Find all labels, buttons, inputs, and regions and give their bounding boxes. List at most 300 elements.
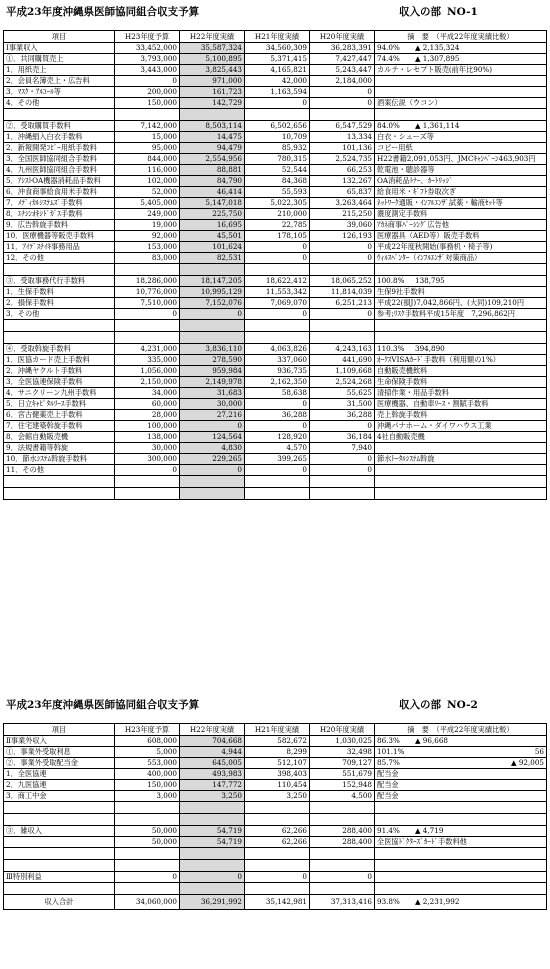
amount-cell: 30,000 [180, 399, 245, 410]
difference-value: ▲ 2,231,992 [415, 897, 460, 906]
amount-cell: 608,000 [115, 736, 180, 747]
remarks-cell: 4社自動販売機 [375, 432, 547, 443]
table-row [4, 231, 547, 242]
column-header: 摘 要 （平成22年度実績比較） [375, 724, 547, 736]
comparison [377, 276, 544, 286]
amount-cell: 33,452,000 [115, 43, 180, 54]
remarks-cell [375, 264, 547, 276]
amount-cell: 60,000 [115, 399, 180, 410]
amount-cell: 142,729 [180, 98, 245, 109]
remarks-cell: H22書籍2,091,053円、JMCｷｬﾝﾍﾟｰﾝ463,903円 [375, 154, 547, 165]
amount-cell [115, 109, 180, 121]
section-header [0, 0, 550, 30]
amount-cell [310, 848, 375, 860]
row-label: 1．医協カード売上手数料 [4, 355, 115, 366]
document-title: 平成23年度沖縄県医師協同組合収支予算 [6, 6, 200, 18]
amount-cell: 229,265 [180, 454, 245, 465]
amount-cell [115, 860, 180, 872]
table-row [4, 421, 547, 432]
difference-value: 394,890 [415, 344, 445, 353]
table-row [4, 165, 547, 176]
page-number: NO-2 [447, 699, 478, 711]
column-header: H21年度実績 [245, 724, 310, 736]
remarks-cell [375, 883, 547, 895]
remarks-cell: 生命保険手数料 [375, 377, 547, 388]
row-label: 1．沖縄絹入白衣手数料 [4, 132, 115, 143]
amount-cell [245, 476, 310, 488]
row-label: 8．会館自動販売機 [4, 432, 115, 443]
table-row [4, 791, 547, 802]
row-label: 7．住宅建築斡旋手数料 [4, 421, 115, 432]
amount-cell: 36,283,391 [310, 43, 375, 54]
amount-cell: 0 [310, 253, 375, 264]
amount-cell: 7,069,070 [245, 298, 310, 309]
income-section-2 [0, 693, 550, 906]
row-label [4, 883, 115, 895]
row-label: 2．九医協連 [4, 780, 115, 791]
amount-cell: 0 [245, 242, 310, 253]
amount-cell [180, 860, 245, 872]
amount-cell: 215,250 [310, 209, 375, 220]
amount-cell: 28,000 [115, 410, 180, 421]
amount-cell: 0 [310, 454, 375, 465]
row-label: 1．用紙売上 [4, 65, 115, 76]
amount-cell: 1,056,000 [115, 366, 180, 377]
table-row [4, 758, 547, 769]
amount-cell: 6,251,213 [310, 298, 375, 309]
table-row [4, 309, 547, 320]
row-label: ①．事業外受取利息 [4, 747, 115, 758]
remarks-cell [375, 826, 547, 837]
table-row [4, 121, 547, 132]
amount-cell [245, 802, 310, 814]
table-row [4, 465, 547, 476]
row-label: 2．沖縄ヤクルト手数料 [4, 366, 115, 377]
row-label: Ⅲ特別利益 [4, 872, 115, 883]
amount-cell: 4,830 [180, 443, 245, 454]
row-label: 3．商工中金 [4, 791, 115, 802]
amount-cell [115, 264, 180, 276]
amount-cell: 0 [180, 465, 245, 476]
table-row [4, 98, 547, 109]
table-row [4, 154, 547, 165]
section-subtitle: 収入の部 [399, 699, 441, 711]
document-title: 平成23年度沖縄県医師協同組合収支予算 [6, 699, 200, 711]
amount-cell: 553,000 [115, 758, 180, 769]
amount-cell [180, 320, 245, 332]
amount-cell: 18,147,205 [180, 276, 245, 287]
amount-cell: 128,920 [245, 432, 310, 443]
remarks-cell: ﾈｯﾄﾜｰｸ通販・ｲﾝﾌﾙｴﾝｻﾞ試薬・輸液ｾｯﾄ等 [375, 198, 547, 209]
amount-cell: 7,142,000 [115, 121, 180, 132]
amount-cell: 85,932 [245, 143, 310, 154]
amount-cell: 58,638 [245, 388, 310, 399]
amount-cell: 132,267 [310, 176, 375, 187]
amount-cell: 0 [180, 309, 245, 320]
table-row [4, 198, 547, 209]
amount-cell [310, 488, 375, 500]
row-label [4, 488, 115, 500]
row-label: Ⅱ事業外収入 [4, 736, 115, 747]
amount-cell: 92,000 [115, 231, 180, 242]
amount-cell: 66,253 [310, 165, 375, 176]
amount-cell: 3,000 [115, 791, 180, 802]
ratio-value: 84.0% [377, 121, 400, 130]
column-header: 摘 要 （平成22年度実績比較） [375, 31, 547, 43]
amount-cell: 5,022,305 [245, 198, 310, 209]
row-label: 3．全医協連保険手数料 [4, 377, 115, 388]
amount-cell: 18,622,412 [245, 276, 310, 287]
amount-cell: 36,288 [310, 410, 375, 421]
amount-cell: 0 [115, 465, 180, 476]
amount-cell: 0 [115, 76, 180, 87]
amount-cell: 0 [245, 465, 310, 476]
amount-cell [245, 109, 310, 121]
amount-cell: 45,501 [180, 231, 245, 242]
amount-cell [180, 476, 245, 488]
remarks-cell: 乾電池・聴診器等 [375, 165, 547, 176]
table-header-row [4, 31, 547, 43]
remarks-cell [375, 736, 547, 747]
amount-cell: 88,881 [180, 165, 245, 176]
budget-table-body [4, 31, 547, 500]
amount-cell: 50,000 [115, 837, 180, 848]
table-row [4, 872, 547, 883]
remarks-cell: ｵｰｸｽVISAｶｰﾄﾞ手数料（利用額の1%） [375, 355, 547, 366]
table-row [4, 65, 547, 76]
remarks-cell: 医療器具（AED等）販売手数料 [375, 231, 547, 242]
blank-row [4, 332, 547, 344]
difference-value: ▲ 92,005 [511, 758, 544, 767]
amount-cell: 959,984 [180, 366, 245, 377]
table-row [4, 76, 547, 87]
amount-cell [245, 848, 310, 860]
amount-cell [245, 264, 310, 276]
blank-row [4, 814, 547, 826]
amount-cell: 0 [245, 872, 310, 883]
remarks-cell [375, 54, 547, 65]
table-row [4, 176, 547, 187]
remarks-cell: 平成22年度秋開始(事務机・椅子等) [375, 242, 547, 253]
remarks-cell: 参考;ﾘｽｸ手数料平成15年度 7,296,862円 [375, 309, 547, 320]
amount-cell [310, 476, 375, 488]
amount-cell: 5,000 [115, 747, 180, 758]
amount-cell: 3,250 [180, 791, 245, 802]
amount-cell [310, 802, 375, 814]
amount-cell: 15,000 [115, 132, 180, 143]
amount-cell: 55,593 [245, 187, 310, 198]
ratio-value: 93.8% [377, 897, 400, 906]
amount-cell: 7,427,447 [310, 54, 375, 65]
row-label: ②．事業外受取配当金 [4, 758, 115, 769]
remarks-cell [375, 814, 547, 826]
amount-cell: 126,193 [310, 231, 375, 242]
row-label: 10．節水ｼｽﾃﾑ斡旋手数料 [4, 454, 115, 465]
table-row [4, 388, 547, 399]
table-row [4, 253, 547, 264]
amount-cell: 178,105 [245, 231, 310, 242]
budget-table-2 [3, 723, 547, 910]
ratio-value: 94.0% [377, 43, 400, 52]
page-number: NO-1 [447, 6, 478, 18]
table-row [4, 209, 547, 220]
row-label: 12．その他 [4, 253, 115, 264]
amount-cell: 551,679 [310, 769, 375, 780]
amount-cell [245, 320, 310, 332]
amount-cell: 4,243,163 [310, 344, 375, 355]
column-header: H20年度実績 [310, 31, 375, 43]
amount-cell [245, 883, 310, 895]
amount-cell: 37,313,416 [310, 895, 375, 910]
amount-cell: 18,286,000 [115, 276, 180, 287]
amount-cell: 4,231,000 [115, 344, 180, 355]
row-label [4, 860, 115, 872]
difference-value: ▲ 1,361,114 [415, 121, 460, 130]
remarks-cell: 配当金 [375, 780, 547, 791]
table-row [4, 54, 547, 65]
amount-cell: 0 [310, 309, 375, 320]
amount-cell: 300,000 [115, 454, 180, 465]
difference-value: 138,795 [415, 276, 445, 285]
amount-cell [180, 802, 245, 814]
income-section-1 [0, 0, 550, 474]
budget-table-1 [3, 30, 547, 500]
amount-cell: 34,560,309 [245, 43, 310, 54]
amount-cell: 10,709 [245, 132, 310, 143]
amount-cell: 84,368 [245, 176, 310, 187]
amount-cell: 5,405,000 [115, 198, 180, 209]
table-row [4, 454, 547, 465]
amount-cell: 150,000 [115, 780, 180, 791]
amount-cell: 31,683 [180, 388, 245, 399]
remarks-cell [375, 872, 547, 883]
table-row [4, 132, 547, 143]
amount-cell: 34,000 [115, 388, 180, 399]
amount-cell [115, 883, 180, 895]
blank-row [4, 488, 547, 500]
amount-cell: 210,000 [245, 209, 310, 220]
amount-cell: 0 [115, 309, 180, 320]
amount-cell: 288,400 [310, 837, 375, 848]
comparison [377, 344, 544, 354]
amount-cell: 36,184 [310, 432, 375, 443]
row-label: 6．宮古健薬売上手数料 [4, 410, 115, 421]
remarks-cell [375, 848, 547, 860]
section-label [393, 697, 478, 712]
amount-cell: 13,334 [310, 132, 375, 143]
comparison [377, 747, 544, 757]
ratio-value: 101.1% [377, 747, 405, 756]
difference-value: 56 [534, 747, 544, 756]
table-row [4, 287, 547, 298]
amount-cell [310, 860, 375, 872]
row-label: 9．広告斡旋手数料 [4, 220, 115, 231]
amount-cell: 7,510,000 [115, 298, 180, 309]
amount-cell: 153,000 [115, 242, 180, 253]
total-row [4, 895, 547, 910]
amount-cell: 2,150,000 [115, 377, 180, 388]
amount-cell [245, 488, 310, 500]
amount-cell: 582,672 [245, 736, 310, 747]
row-label: Ⅰ事業収入 [4, 43, 115, 54]
remarks-cell: 配当金 [375, 791, 547, 802]
row-label: ①．共同購買売上 [4, 54, 115, 65]
remarks-cell: 配当金 [375, 769, 547, 780]
column-header: 項目 [4, 31, 115, 43]
amount-cell: 11,814,039 [310, 287, 375, 298]
amount-cell: 399,265 [245, 454, 310, 465]
table-row [4, 399, 547, 410]
amount-cell: 844,000 [115, 154, 180, 165]
amount-cell: 46,414 [180, 187, 245, 198]
table-row [4, 780, 547, 791]
amount-cell: 971,000 [180, 76, 245, 87]
row-label [4, 264, 115, 276]
remarks-cell [375, 443, 547, 454]
row-label: 8．ｴﾁｼﾝｵｷｼﾄﾞｶﾞｽ手数料 [4, 209, 115, 220]
amount-cell: 101,136 [310, 143, 375, 154]
amount-cell: 14,475 [180, 132, 245, 143]
blank-row [4, 264, 547, 276]
column-header: H23年度予算 [115, 31, 180, 43]
row-label: 3．ﾏｽｸ・ｱﾙｺｰﾙ等 [4, 87, 115, 98]
amount-cell: 65,837 [310, 187, 375, 198]
amount-cell [115, 848, 180, 860]
remarks-cell [375, 320, 547, 332]
amount-cell: 0 [310, 465, 375, 476]
amount-cell: 288,400 [310, 826, 375, 837]
amount-cell: 5,371,415 [245, 54, 310, 65]
amount-cell: 36,291,992 [180, 895, 245, 910]
amount-cell: 645,005 [180, 758, 245, 769]
remarks-cell: ｳｨﾙｽﾍﾟﾝﾀｰ（ｲﾝﾌﾙｴﾝｻﾞ対策商品） [375, 253, 547, 264]
budget-table-body [4, 724, 547, 910]
amount-cell: 62,266 [245, 837, 310, 848]
amount-cell: 2,149,978 [180, 377, 245, 388]
amount-cell: 2,524,268 [310, 377, 375, 388]
table-row [4, 826, 547, 837]
row-label: 6．沖食商事給食用米手数料 [4, 187, 115, 198]
amount-cell: 6,547,529 [310, 121, 375, 132]
row-label: 11．ｱｲﾃﾞｽﾁｲｷ事務用品 [4, 242, 115, 253]
ratio-value: 85.7% [377, 758, 400, 767]
amount-cell: 3,263,464 [310, 198, 375, 209]
remarks-cell [375, 465, 547, 476]
table-row [4, 769, 547, 780]
row-label: ③．受取事務代行手数料 [4, 276, 115, 287]
remarks-cell [375, 895, 547, 910]
amount-cell: 0 [180, 421, 245, 432]
amount-cell: 35,587,324 [180, 43, 245, 54]
row-label [4, 837, 115, 848]
amount-cell [180, 488, 245, 500]
amount-cell: 493,983 [180, 769, 245, 780]
amount-cell: 5,147,018 [180, 198, 245, 209]
row-label [4, 814, 115, 826]
amount-cell: 102,000 [115, 176, 180, 187]
table-row [4, 87, 547, 98]
amount-cell: 138,000 [115, 432, 180, 443]
amount-cell [115, 332, 180, 344]
row-label: 2．損保手数料 [4, 298, 115, 309]
amount-cell: 18,065,252 [310, 276, 375, 287]
remarks-cell [375, 488, 547, 500]
blank-row [4, 320, 547, 332]
amount-cell: 95,000 [115, 143, 180, 154]
amount-cell: 52,544 [245, 165, 310, 176]
table-row [4, 298, 547, 309]
remarks-cell: 給食用米・ｷﾞﾌﾄ券取次ぎ [375, 187, 547, 198]
section-subtitle: 収入の部 [399, 6, 441, 18]
amount-cell: 0 [245, 421, 310, 432]
ratio-value: 100.8% [377, 276, 405, 285]
table-row [4, 410, 547, 421]
amount-cell [310, 332, 375, 344]
amount-cell: 3,793,000 [115, 54, 180, 65]
amount-cell: 83,000 [115, 253, 180, 264]
table-row [4, 276, 547, 287]
row-label: 収入合計 [4, 895, 115, 910]
amount-cell [180, 332, 245, 344]
table-row [4, 355, 547, 366]
difference-value: ▲ 96,668 [415, 736, 448, 745]
amount-cell: 55,625 [310, 388, 375, 399]
column-header: H23年度予算 [115, 724, 180, 736]
amount-cell [115, 814, 180, 826]
table-row [4, 43, 547, 54]
row-label: ④．受取斡旋手数料 [4, 344, 115, 355]
amount-cell: 441,690 [310, 355, 375, 366]
ratio-value: 86.3% [377, 736, 400, 745]
amount-cell: 780,315 [245, 154, 310, 165]
comparison [377, 121, 544, 131]
amount-cell: 110,454 [245, 780, 310, 791]
amount-cell: 54,719 [180, 837, 245, 848]
amount-cell: 936,735 [245, 366, 310, 377]
remarks-cell: コピー用紙 [375, 143, 547, 154]
amount-cell: 82,531 [180, 253, 245, 264]
amount-cell [115, 476, 180, 488]
amount-cell: 337,060 [245, 355, 310, 366]
amount-cell [180, 814, 245, 826]
comparison [377, 54, 544, 64]
row-label: 10．医療機器等販売手数料 [4, 231, 115, 242]
amount-cell: 7,940 [310, 443, 375, 454]
row-label: 4．九州医師協同組合手数料 [4, 165, 115, 176]
table-row [4, 187, 547, 198]
difference-value: ▲ 4,719 [415, 826, 444, 835]
amount-cell: 4,063,826 [245, 344, 310, 355]
row-label: 4．サニクリーン九州手数料 [4, 388, 115, 399]
remarks-cell: 沖縄パナホーム・ダイワハウス工業 [375, 421, 547, 432]
amount-cell [115, 320, 180, 332]
amount-cell: 0 [310, 242, 375, 253]
amount-cell [180, 109, 245, 121]
amount-cell [245, 814, 310, 826]
amount-cell: 34,060,000 [115, 895, 180, 910]
amount-cell: 2,524,735 [310, 154, 375, 165]
remarks-cell [375, 43, 547, 54]
amount-cell [310, 320, 375, 332]
amount-cell: 16,695 [180, 220, 245, 231]
amount-cell: 3,836,110 [180, 344, 245, 355]
comparison [377, 736, 544, 746]
amount-cell: 225,750 [180, 209, 245, 220]
amount-cell: 42,000 [245, 76, 310, 87]
amount-cell [310, 883, 375, 895]
amount-cell: 5,243,447 [310, 65, 375, 76]
amount-cell: 0 [115, 872, 180, 883]
